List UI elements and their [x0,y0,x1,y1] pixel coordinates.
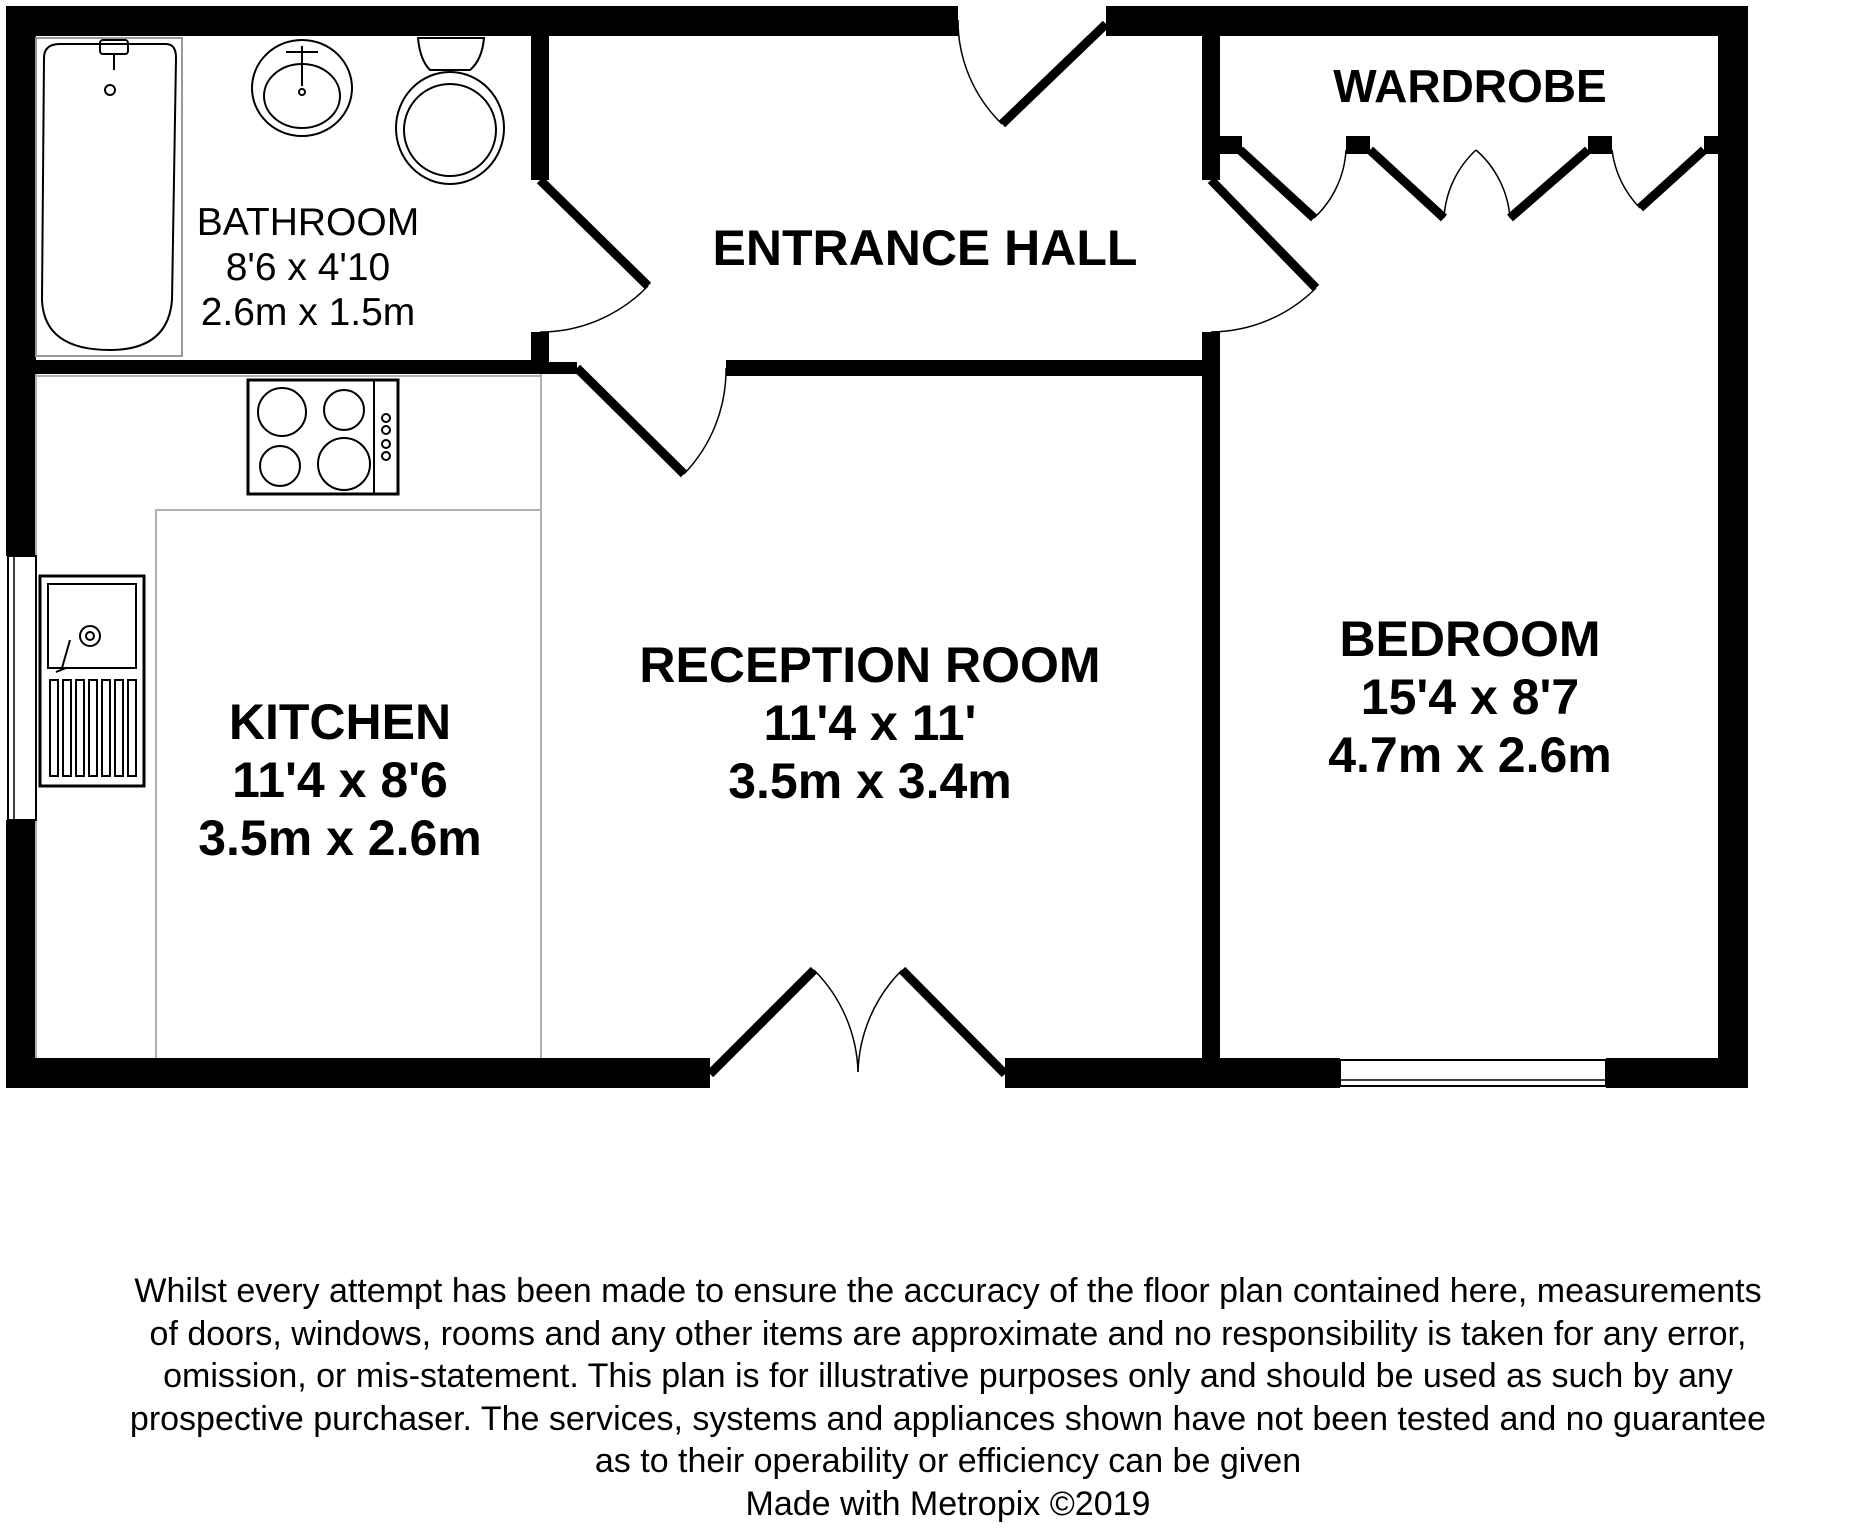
interior-walls [36,36,1718,1072]
bathroom-door [540,180,648,332]
wardrobe-label [1290,60,1650,113]
bedroom-label [1290,610,1650,784]
bedroom-window [1340,1060,1606,1086]
bathroom-name: BATHROOM [196,201,420,244]
disclaimer-line: of doors, windows, rooms and any other items are approximate and no responsibility is taken for any error, [149,1314,1747,1353]
reception-room-metric-size: 3.5m x 3.4m [728,753,1012,809]
entrance-hall-name: ENTRANCE HALL [712,220,1138,276]
bedroom-name: BEDROOM [1339,611,1601,667]
disclaimer-line: prospective purchaser. The services, systems and appliances shown have not been tested and no guarantee [129,1399,1767,1438]
front-door [958,20,1106,124]
kitchen-window [8,556,36,820]
reception-room-imperial-size: 11'4 x 11' [763,695,977,751]
kitchen-name: KITCHEN [228,694,452,750]
basin-icon [252,40,352,136]
bedroom-metric-size: 4.7m x 2.6m [1328,727,1612,783]
bathroom-imperial-size: 8'6 x 4'10 [225,246,391,290]
bathroom-metric-size: 2.6m x 1.5m [200,291,416,335]
disclaimer-line: as to their operability or efficiency can be given [594,1442,1302,1480]
kitchen-label [160,693,520,867]
reception-door [577,368,726,474]
kitchen-imperial-size: 11'4 x 8'6 [232,752,448,808]
reception-room-label [600,636,1140,810]
bathroom-label [178,200,438,336]
disclaimer [40,1270,1856,1525]
wardrobe-doors [1240,150,1704,218]
toilet-icon [396,38,504,184]
sink-icon [40,576,144,786]
kitchen-metric-size: 3.5m x 2.6m [198,810,482,866]
reception-room-name: RECEPTION ROOM [639,637,1101,693]
wardrobe-name: WARDROBE [1333,60,1607,112]
credit: Made with Metropix ©2019 [745,1484,1151,1523]
disclaimer-line: omission, or mis-statement. This plan is for illustrative purposes only and should be used as such by any [163,1357,1733,1395]
disclaimer-line: Whilst every attempt has been made to ensure the accuracy of the floor plan contained here, measurements [134,1272,1762,1310]
patio-doors [710,970,1005,1074]
bedroom-imperial-size: 15'4 x 8'7 [1360,669,1580,725]
exterior-walls [6,6,1748,1088]
hob-icon [248,380,398,494]
entrance-hall-label [700,219,1150,277]
bath-icon [36,38,182,356]
